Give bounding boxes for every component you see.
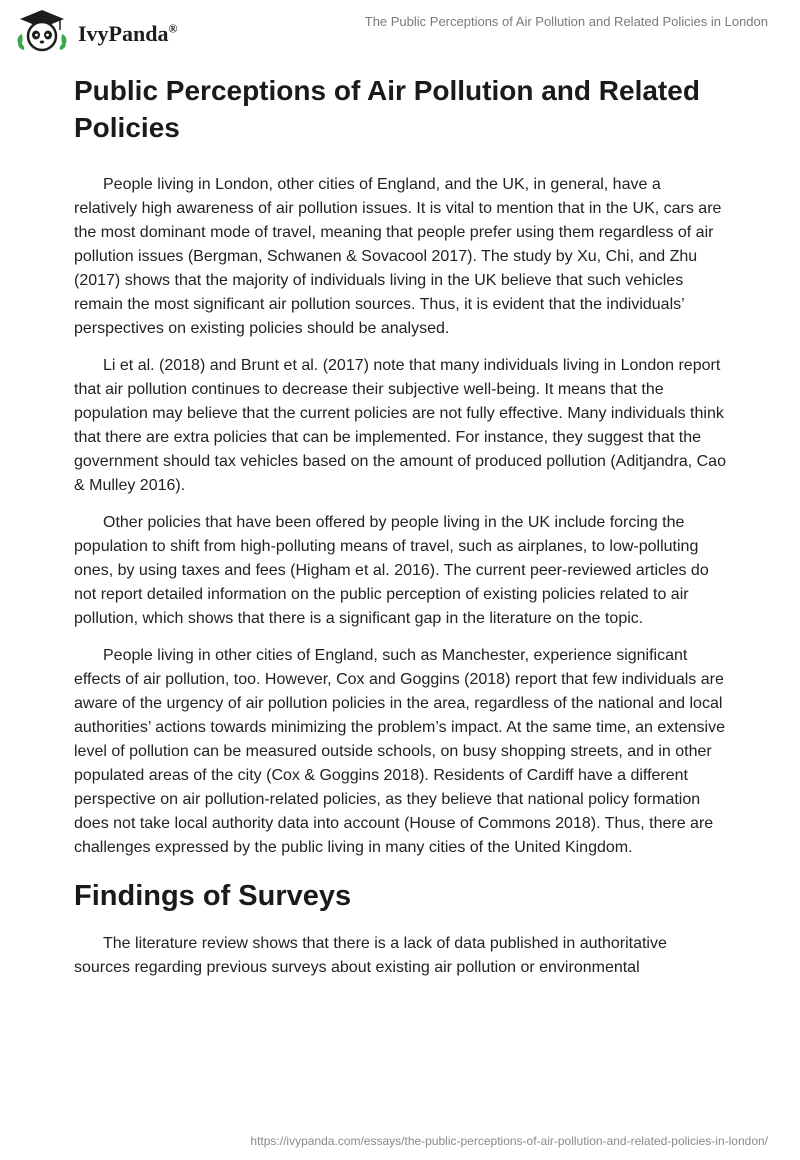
- paragraph: People living in other cities of England, such as Manchester, experience significant effects of air pollution, too. However, Cox and Goggins (2018) report that few individuals are aware of the urgency of air pollution policies in the area, regardless of the national and local authorities’ actions towards minimizing the problem’s impact. At the same time, an extensive level of pollution can be measured outside schools, on busy shopping streets, and in other populated areas of the city (Cox & Goggins 2018). Residents of Cardiff have a different perspective on air pollution-related policies, as they believe that national policy formation does not take local authority data into account (House of Commons 2018). Thus, there are challenges expressed by the public living in many cities of the United Kingdom.: [74, 647, 725, 856]
- paragraph: Other policies that have been offered by people living in the UK include forcing the population to shift from high-polluting means of travel, such as airplanes, to low-polluting ones, by using taxes and fees (Higham et al. 2016). The current peer-reviewed articles do not report detailed information on the public perception of existing policies related to air pollution, which shows that there is a significant gap in the literature on the topic.: [74, 514, 709, 627]
- registered-mark: ®: [168, 21, 178, 36]
- source-url[interactable]: https://ivypanda.com/essays/the-public-perceptions-of-air-pollution-and-related-policies-in-london/: [250, 1134, 768, 1148]
- paragraph: People living in London, other cities of England, and the UK, in general, have a relatively high awareness of air pollution issues. It is vital to mention that in the UK, cars are the most dominant mode of travel, meaning that people prefer using them regardless of air pollution issues (Bergman, Schwanen & Sovacool 2017). The study by Xu, Chi, and Zhu (2017) shows that the majority of individuals living in the UK believe that such vehicles remain the most significant air pollution sources. Thus, it is evident that the individuals’ perspectives on existing policies should be analysed.: [74, 176, 722, 337]
- paragraph: The literature review shows that there is a lack of data published in authoritative sources regarding previous surveys about existing air pollution or environmental: [74, 935, 667, 976]
- section-heading-findings-of-surveys: Findings of Surveys: [74, 880, 352, 912]
- article-content: [74, 72, 726, 993]
- panda-icon: [14, 8, 70, 54]
- page-header: [0, 0, 800, 64]
- paragraph: Li et al. (2018) and Brunt et al. (2017) note that many individuals living in London report that air pollution continues to decrease their subjective well-being. It means that the population may believe that the current policies are not fully effective. Many individuals think that there are extra policies that can be implemented. For instance, they suggest that the government should tax vehicles based on the amount of produced pollution (Aditjandra, Cao & Mulley 2016).: [74, 357, 726, 494]
- document-title: The Public Perceptions of Air Pollution and Related Policies in London: [364, 14, 768, 29]
- logo-wordmark: [78, 21, 177, 47]
- ivypanda-logo[interactable]: [14, 8, 194, 54]
- logo-name: IvyPanda: [78, 21, 169, 46]
- section-heading-public-perceptions: Public Perceptions of Air Pollution and Related Policies: [74, 75, 700, 143]
